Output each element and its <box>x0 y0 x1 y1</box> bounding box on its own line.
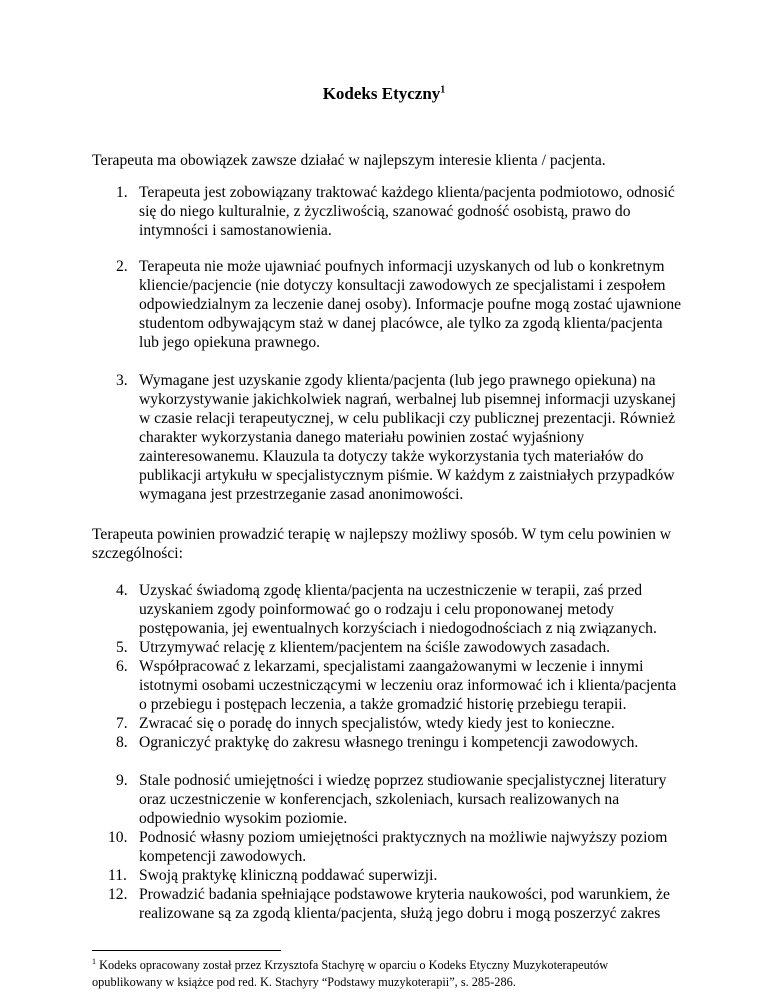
list-item-line: zainteresowanemu. Klauzula ta dotyczy także wykorzystania tych materiałów do <box>139 448 644 465</box>
list-item-line: Ograniczyć praktykę do zakresu własnego treningu i kompetencji zawodowych. <box>139 734 639 751</box>
paragraph-line: szczególności: <box>92 545 183 562</box>
list-item-number: 9. <box>116 772 128 789</box>
list-item <box>116 371 676 504</box>
list-item-line: o przebiegu i postępach leczenia, a także gromadzić historię przebiegu terapii. <box>139 696 627 713</box>
list-item-line: kliencie/pacjencie (nie dotyczy konsultacji zawodowych ze specjalistami i zespołem <box>139 277 666 294</box>
list-item-line: w czasie relacji terapeutycznej, w celu publikacji czy publicznej prezentacji. Również <box>139 410 675 427</box>
list-item-line: publikacji artykułu w specjalistycznym piśmie. W każdym z zaistniałych przypadków <box>139 467 675 484</box>
list-item-text <box>139 828 667 866</box>
list-item-line: Uzyskać świadomą zgodę klienta/pacjenta na uczestniczenie w terapii, zaś przed <box>139 582 643 599</box>
list-item-text <box>139 771 666 828</box>
footnote-line <box>92 957 608 974</box>
list-item-text <box>139 257 681 352</box>
list-item <box>116 657 676 714</box>
footnote-separator <box>92 950 281 951</box>
list-item <box>116 714 615 733</box>
list-item <box>116 638 610 657</box>
document-title <box>0 84 768 104</box>
list-item-number: 5. <box>116 639 128 656</box>
footnote-text: Kodeks opracowany został przez Krzysztofa Stachyrę w oparciu o Kodeks Etyczny Muzykoterapeutów <box>99 958 609 972</box>
list-item-line: uzyskaniem zgody poinformować go o rodzaju i celu proponowanej metody <box>139 601 615 618</box>
list-item <box>108 885 670 923</box>
list-item-number: 12. <box>108 886 128 903</box>
list-item-line: Swoją praktykę kliniczną poddawać superwizji. <box>139 867 438 884</box>
list-item-number: 1. <box>116 184 128 201</box>
list-item <box>116 733 638 752</box>
list-item-line: Zwracać się o poradę do innych specjalistów, wtedy kiedy jest to konieczne. <box>139 715 615 732</box>
footnote <box>92 957 608 991</box>
list-item-number: 7. <box>116 715 128 732</box>
list-item-line: intymności i samostanowienia. <box>139 222 332 239</box>
list-item-line: wymagana jest przestrzeganie zasad anonimowości. <box>139 486 464 503</box>
paragraph-line: Terapeuta powinien prowadzić terapię w najlepszy możliwy sposób. W tym celu powinien w <box>92 526 672 543</box>
list-item-number: 2. <box>116 258 128 275</box>
list-item-line: wykorzystywanie jakichkolwiek nagrań, werbalnej lub pisemnej informacji uzyskanej <box>139 391 676 408</box>
list-item-text <box>139 885 670 923</box>
list-item-text <box>139 866 437 885</box>
footnote-text: opublikowany w książce pod red. K. Stachyry “Podstawy muzykoterapii”, s. 285-286. <box>92 975 516 989</box>
list-item-line: charakter wykorzystania danego materiału powinien zostać wyjaśniony <box>139 429 585 446</box>
list-item <box>116 581 657 638</box>
list-item <box>116 771 666 828</box>
list-item-line: kompetencji zawodowych. <box>139 848 307 865</box>
list-item-line: Stale podnosić umiejętności i wiedzę poprzez studiowanie specjalistycznej literatury <box>139 772 667 789</box>
list-item-line: studentom odbywającym staż w danej placówce, ale tylko za zgodą klienta/pacjenta <box>139 315 663 332</box>
list-item-line: Utrzymywać relację z klientem/pacjentem na ściśle zawodowych zasadach. <box>139 639 611 656</box>
list-item-line: postępowania, jej ewentualnych korzyściach i niedogodnościach z nią związanych. <box>139 620 657 637</box>
list-item-line: odpowiednio wysokim poziomie. <box>139 810 348 827</box>
paragraph-line: Terapeuta ma obowiązek zawsze działać w najlepszym interesie klienta / pacjenta. <box>92 152 606 169</box>
list-item-text <box>139 714 615 733</box>
list-item-line: Wymagane jest uzyskanie zgody klienta/pacjenta (lub jego prawnego opiekuna) na <box>139 372 656 389</box>
list-item-text <box>139 638 610 657</box>
list-item-line: istotnymi osobami uczestniczącymi w leczeniu oraz informować ich i klienta/pacjenta <box>139 677 677 694</box>
list-item-line: Podnosić własny poziom umiejętności praktycznych na możliwie najwyższy poziom <box>139 829 668 846</box>
list-item-number: 6. <box>116 658 128 675</box>
footnote-reference[interactable]: 1 <box>440 84 446 96</box>
list-item-line: odpowiedzialnym za leczenie danej osoby). Informacje poufne mogą zostać ujawnione <box>139 296 682 313</box>
footnote-number: 1 <box>92 956 96 966</box>
list-item-number: 3. <box>116 372 128 389</box>
list-item-text <box>139 183 675 240</box>
list-item <box>116 183 675 240</box>
list-item-line: oraz uczestniczenie w konferencjach, szkoleniach, kursach realizowanych na <box>139 791 620 808</box>
list-item-line: realizowane są za zgodą klienta/pacjenta, służą jego dobru i mogą poszerzyć zakres <box>139 905 661 922</box>
intro-paragraph <box>92 151 606 170</box>
list-item-line: Terapeuta jest zobowiązany traktować każdego klienta/pacjenta podmiotowo, odnosić <box>139 184 675 201</box>
list-item <box>116 257 681 352</box>
list-item-text <box>139 581 657 638</box>
list-item-line: się do niego kulturalnie, z życzliwością, szanować godność osobistą, prawo do <box>139 203 631 220</box>
list-item-line: lub jego opiekuna prawnego. <box>139 334 321 351</box>
list-item-line: Współpracować z lekarzami, specjalistami zaangażowanymi w leczenie i innymi <box>139 658 644 675</box>
list-item <box>108 866 438 885</box>
list-item-line: Terapeuta nie może ujawniać poufnych informacji uzyskanych od lub o konkretnym <box>139 258 665 275</box>
title-text: Kodeks Etyczny <box>322 84 441 103</box>
list-item-number: 11. <box>108 867 127 884</box>
list-item-text <box>139 657 676 714</box>
list-item-text <box>139 371 676 504</box>
list-item-number: 4. <box>116 582 128 599</box>
list-item-text <box>139 733 638 752</box>
list-item-line: Prowadzić badania spełniające podstawowe kryteria naukowości, pod warunkiem, że <box>139 886 670 903</box>
list-item-number: 10. <box>108 829 128 846</box>
list-item <box>108 828 668 866</box>
section-intro-paragraph <box>92 525 671 563</box>
list-item-number: 8. <box>116 734 128 751</box>
